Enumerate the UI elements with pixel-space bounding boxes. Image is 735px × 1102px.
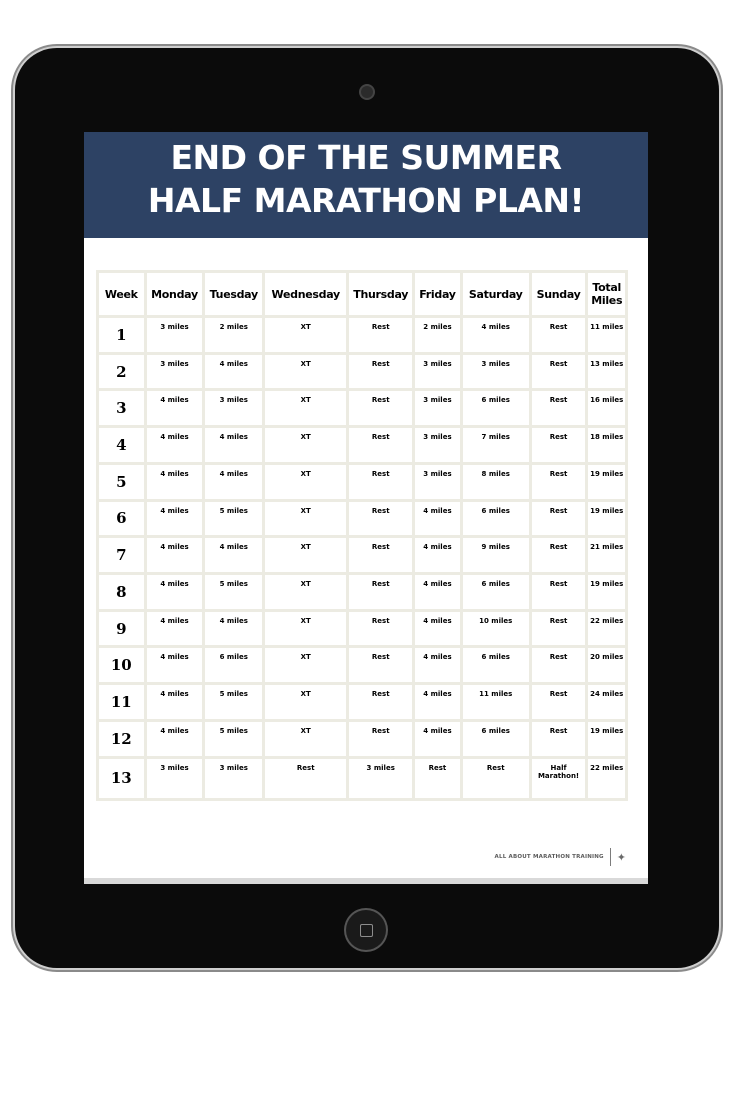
total-miles-cell: 16 miles: [588, 391, 625, 425]
workout-cell: 4 miles: [205, 465, 262, 499]
workout-cell: XT: [265, 685, 346, 719]
workout-cell: XT: [265, 575, 346, 609]
workout-cell: 4 miles: [205, 538, 262, 572]
workout-cell: XT: [265, 502, 346, 536]
workout-cell: Rest: [349, 391, 412, 425]
workout-cell: 4 miles: [147, 685, 203, 719]
workout-cell: 4 miles: [147, 722, 203, 756]
week-number: 12: [99, 722, 144, 756]
workout-cell: 4 miles: [415, 648, 460, 682]
workout-cell: Rest: [532, 538, 586, 572]
screen-bottom-edge: [84, 878, 648, 884]
column-header: Saturday: [463, 273, 529, 315]
workout-cell: 3 miles: [147, 759, 203, 798]
week-number: 8: [99, 575, 144, 609]
week-number: 4: [99, 428, 144, 462]
workout-cell: 3 miles: [415, 391, 460, 425]
workout-cell: 7 miles: [463, 428, 529, 462]
total-miles-cell: 21 miles: [588, 538, 625, 572]
column-header: Tuesday: [205, 273, 262, 315]
workout-cell: Rest: [532, 465, 586, 499]
workout-cell: Rest: [349, 502, 412, 536]
total-miles-cell: 19 miles: [588, 502, 625, 536]
column-header: Total Miles: [588, 273, 625, 315]
workout-cell: Rest: [532, 612, 586, 646]
workout-cell: 6 miles: [205, 648, 262, 682]
table-row: [99, 428, 625, 462]
workout-cell: 3 miles: [147, 355, 203, 389]
workout-cell: 6 miles: [463, 575, 529, 609]
column-header: Monday: [147, 273, 203, 315]
workout-cell: 5 miles: [205, 685, 262, 719]
workout-cell: XT: [265, 612, 346, 646]
table-row: [99, 722, 625, 756]
workout-cell: 4 miles: [415, 685, 460, 719]
workout-cell: Rest: [349, 465, 412, 499]
table-row: [99, 465, 625, 499]
week-number: 1: [99, 318, 144, 352]
week-number: 10: [99, 648, 144, 682]
workout-cell: Rest: [265, 759, 346, 798]
workout-cell: 11 miles: [463, 685, 529, 719]
workout-cell: 4 miles: [205, 612, 262, 646]
workout-cell: Rest: [349, 722, 412, 756]
workout-cell: 3 miles: [205, 391, 262, 425]
column-header: Thursday: [349, 273, 412, 315]
workout-cell: Rest: [532, 391, 586, 425]
workout-cell: 3 miles: [415, 355, 460, 389]
column-header: Sunday: [532, 273, 586, 315]
total-miles-cell: 22 miles: [588, 612, 625, 646]
workout-cell: 3 miles: [349, 759, 412, 798]
table-row: [99, 759, 625, 798]
table-row: [99, 685, 625, 719]
total-miles-cell: 22 miles: [588, 759, 625, 798]
workout-cell: 4 miles: [147, 502, 203, 536]
workout-cell: Rest: [349, 575, 412, 609]
workout-cell: 3 miles: [463, 355, 529, 389]
workout-cell: Rest: [532, 428, 586, 462]
total-miles-cell: 19 miles: [588, 465, 625, 499]
workout-cell: 6 miles: [463, 502, 529, 536]
week-number: 6: [99, 502, 144, 536]
workout-cell: 4 miles: [415, 722, 460, 756]
week-number: 13: [99, 759, 144, 798]
table-row: [99, 612, 625, 646]
workout-cell: 4 miles: [147, 648, 203, 682]
table-row: [99, 648, 625, 682]
workout-cell: 6 miles: [463, 391, 529, 425]
workout-cell: 5 miles: [205, 502, 262, 536]
workout-cell: Rest: [349, 428, 412, 462]
footer-brand: [495, 848, 626, 866]
workout-cell: 5 miles: [205, 575, 262, 609]
workout-cell: 4 miles: [147, 391, 203, 425]
column-header: Week: [99, 273, 144, 315]
workout-cell: 8 miles: [463, 465, 529, 499]
workout-cell: Half Marathon!: [532, 759, 586, 798]
workout-cell: 3 miles: [205, 759, 262, 798]
workout-cell: 6 miles: [463, 722, 529, 756]
workout-cell: Rest: [532, 355, 586, 389]
total-miles-cell: 11 miles: [588, 318, 625, 352]
schedule-rows: [99, 318, 625, 798]
workout-cell: 4 miles: [147, 538, 203, 572]
workout-cell: 3 miles: [415, 428, 460, 462]
workout-cell: Rest: [349, 648, 412, 682]
workout-cell: 4 miles: [463, 318, 529, 352]
workout-cell: Rest: [463, 759, 529, 798]
training-schedule-table: [96, 270, 628, 801]
column-header: Friday: [415, 273, 460, 315]
table-row: [99, 318, 625, 352]
workout-cell: Rest: [415, 759, 460, 798]
workout-cell: 3 miles: [147, 318, 203, 352]
home-button[interactable]: [346, 910, 386, 950]
workout-cell: 2 miles: [205, 318, 262, 352]
footer-text: ALL ABOUT MARATHON TRAINING: [494, 854, 604, 860]
table-row: [99, 538, 625, 572]
workout-cell: Rest: [349, 355, 412, 389]
week-number: 7: [99, 538, 144, 572]
week-number: 2: [99, 355, 144, 389]
workout-cell: XT: [265, 318, 346, 352]
week-number: 5: [99, 465, 144, 499]
plan-header: [84, 132, 648, 238]
title-line-1: END OF THE SUMMER: [170, 138, 562, 177]
week-number: 11: [99, 685, 144, 719]
total-miles-cell: 18 miles: [588, 428, 625, 462]
workout-cell: Rest: [532, 575, 586, 609]
workout-cell: 4 miles: [415, 538, 460, 572]
workout-cell: 4 miles: [147, 465, 203, 499]
week-number: 9: [99, 612, 144, 646]
workout-cell: XT: [265, 391, 346, 425]
workout-cell: Rest: [532, 685, 586, 719]
workout-cell: XT: [265, 722, 346, 756]
workout-cell: XT: [265, 355, 346, 389]
workout-cell: XT: [265, 538, 346, 572]
workout-cell: Rest: [349, 612, 412, 646]
workout-cell: 3 miles: [415, 465, 460, 499]
workout-cell: Rest: [349, 685, 412, 719]
workout-cell: Rest: [532, 318, 586, 352]
workout-cell: XT: [265, 648, 346, 682]
runner-logo-icon: ✦: [616, 850, 626, 864]
workout-cell: Rest: [532, 722, 586, 756]
workout-cell: 4 miles: [415, 502, 460, 536]
table-row: [99, 575, 625, 609]
workout-cell: XT: [265, 465, 346, 499]
table-row: [99, 502, 625, 536]
workout-cell: 2 miles: [415, 318, 460, 352]
workout-cell: Rest: [349, 318, 412, 352]
table-row: [99, 355, 625, 389]
workout-cell: 4 miles: [205, 428, 262, 462]
total-miles-cell: 24 miles: [588, 685, 625, 719]
workout-cell: Rest: [532, 502, 586, 536]
column-header: Wednesday: [265, 273, 346, 315]
workout-cell: 4 miles: [205, 355, 262, 389]
workout-cell: 4 miles: [415, 575, 460, 609]
workout-cell: 9 miles: [463, 538, 529, 572]
camera-icon: [361, 86, 373, 98]
workout-cell: 6 miles: [463, 648, 529, 682]
week-number: 3: [99, 391, 144, 425]
table-row: [99, 391, 625, 425]
title-line-2: HALF MARATHON PLAN!: [147, 181, 585, 220]
workout-cell: 5 miles: [205, 722, 262, 756]
workout-cell: 10 miles: [463, 612, 529, 646]
workout-cell: 4 miles: [415, 612, 460, 646]
total-miles-cell: 13 miles: [588, 355, 625, 389]
workout-cell: Rest: [532, 648, 586, 682]
workout-cell: Rest: [349, 538, 412, 572]
home-square-icon: [360, 924, 373, 937]
footer-divider: [610, 848, 611, 866]
total-miles-cell: 20 miles: [588, 648, 625, 682]
document-screen: [84, 132, 648, 884]
workout-cell: 4 miles: [147, 612, 203, 646]
workout-cell: 4 miles: [147, 428, 203, 462]
total-miles-cell: 19 miles: [588, 575, 625, 609]
total-miles-cell: 19 miles: [588, 722, 625, 756]
workout-cell: 4 miles: [147, 575, 203, 609]
workout-cell: XT: [265, 428, 346, 462]
